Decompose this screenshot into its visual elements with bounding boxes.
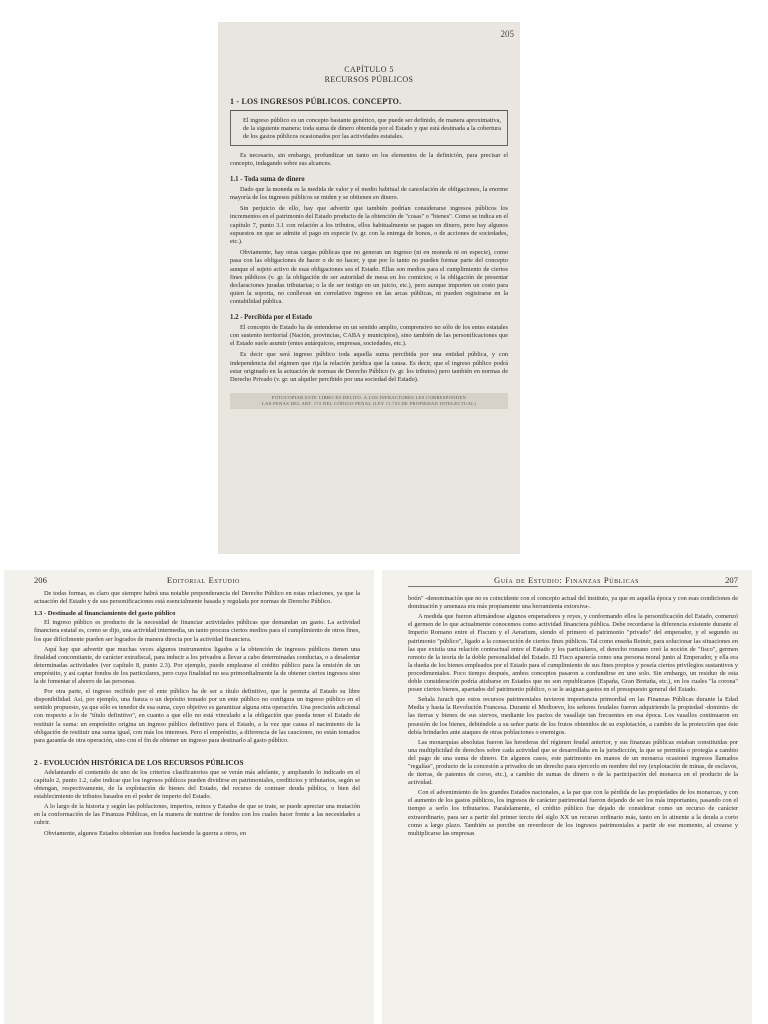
paragraph: De todas formas, es claro que siempre habrá una notable preponderancia del Derecho Público en estas relaciones, ya que la actuación del Estado y de sus personificaciones está esencialmente basada y regulada por normas de Derecho Público.	[34, 590, 360, 606]
intro-paragraph: Es necesario, sin embargo, profundizar un tanto en los elementos de la definición, para precisar el concepto, indagando sobre sus alcances.	[230, 152, 508, 168]
paragraph: Las monarquías absolutas fueron las herederas del régimen feudal anterior, y sus finanzas públicas estaban constituidas por una multiplicidad de derechos sobre cada actividad que se desarrollaba en la jurisdicción, la que se permitía o protegía a cambio del pago de una suma de dinero. En algunos casos, este patrimonio en manos de un monarca ocasionó ingresos llamados "regalías", producto de la concesión a privados de un derecho para ejercerlo en nombre del rey (explotación de minas, de esclavos, de tierras, de patentes de corso, etc.), a cambio de sumas de dinero o de la participación del monarca en el producto de la actividad.	[408, 738, 738, 787]
subsection-heading: 1.2 - Percibida por el Estado	[230, 313, 313, 321]
page-number: 207	[725, 575, 738, 585]
paragraph: Señala Jarach que estos recursos patrimoniales tuvieron importancia primordial en las Finanzas Públicas durante la Edad Media y hasta la Revolución Francesa. Durante el Medioevo, los señores feudales fueron adquiriendo la propiedad -dominio- de las tierras y bienes de sus siervos, mediante los pactos de vasallaje tan frecuentes en esa época. Los vasallos continuaron en posesión de los bienes, debiéndole a su señor parte de los frutos obtenidos de su explotación, a cambio de la protección que éste debía brindarles ante ataques de otras poblaciones o enemigos.	[408, 696, 738, 736]
paragraph: Es decir que será ingreso público toda aquella suma percibida por una entidad pública, y con independencia del régimen que rija la relación jurídica que la causa. Es decir, que el ingreso público podrá estar originado en la actuación de normas de Derecho Público (v. gr. los tributos) pero también en normas de Derecho Privado (v. gr. un alquiler percibido por una sociedad del Estado).	[230, 351, 508, 384]
paragraph: Aquí hay que advertir que muchas veces algunos instrumentos ligados a la obtención de ingresos públicos tienen una finalidad concomitante, de carácter extrafiscal, para inducir a los privados a llevar a cabo determinadas conductas, o a desalentar determinadas actividades (ver capítulo 8, punto 2.3). Por ejemplo, puede emplearse el crédito público para la emisión de un empréstito, y así captar fondos de los particulares, pero cuya finalidad no sea primordialmente la de obtener ciertos ingresos sino la de fomentar el ahorro de las personas.	[34, 645, 360, 686]
section-heading: 1 - LOS INGRESOS PÚBLICOS. CONCEPTO.	[230, 97, 402, 107]
copyright-line: LAS PENAS DEL ART. 172 DEL CÓDIGO PENAL (LEY 11.723 DE PROPIEDAD INTELECTUAL)	[261, 401, 477, 407]
paragraph: Sin perjuicio de ello, hay que advertir que también podrían considerarse ingresos públicos los incrementos en el patrimonio del Estado producto de la obtención de "cosas" o "bienes". Como se indica en el capítulo 7, punto 3.1 con relación a los tributos, ellos habitualmente se pagan en dinero, pero hay algunos supuestos en que se admite el pago en especie (v. gr. con la entrega de bonos, o de acciones de sociedades, etc.).	[230, 205, 508, 246]
copyright-line: FOTOCOPIAR ESTE LIBRO ES DELITO. A LOS INFRACTORES LES CORRESPONDEN	[271, 395, 467, 401]
paragraph: Por otra parte, el ingreso recibido por el ente público ha de ser a título definitivo, que le permita al Estado su libre disponibilidad. Así, por ejemplo, una fianza o un depósito tomado por un ente público no configura un ingreso público en el sentido propuesto, ya que sólo es tenedor de esa suma, cuyo objetivo es garantizar alguna otra operación. Una precisión adicional con respecto a lo de "título definitivo", en cuanto a que ello no está vinculado a la obligación que pueda tener el Estado de restituir la suma: un empréstito origina un ingreso público definitivo para el Estado, a la vez que causa el nacimiento de la obligación de restituir una suma igual, con más los intereses. Pero el empréstito, a diferencia de las cauciones, no están tomados para garantía de otra operación, sino con el fin de obtener un ingreso para destinarlo al gasto público.	[34, 688, 360, 744]
running-title: Guía de Estudio: Finanzas Públicas	[494, 575, 640, 585]
paragraph: Obviamente, hay otras cargas públicas que no generan un ingreso (ni en moneda ni en especie), como pasa con las obligaciones de hacer o de no hacer, y que por lo tanto no pueden formar parte del concepto aunque el sujeto activo de esas obligaciones sea el Estado. Ellas son medios para el cumplimiento de ciertos fines públicos (v. gr. la obligación de ser autoridad de mesa en los comicios; o la obligación de presentar declaraciones juradas tributarias; o la de ser testigo en un juicio, etc.), pero aunque importen un costo para quien la soporta, no conllevan un correlativo ingreso en las arcas públicas, ni pueden registrarse en la contabilidad pública.	[230, 249, 508, 306]
paragraph: Adelantando el contenido de uno de los criterios clasificatorios que se verán más adelante, y ampliando lo indicado en el capítulo 2, punto 1.2, cabe indicar que los ingresos públicos pueden dividirse en patrimoniales, crediticios y tributarios, según se obtengan, respectivamente, de la explotación de bienes del Estado, del recurso de contraer deuda pública, o bien del establecimiento de tributos basados en el poder de imperio del Estado.	[34, 768, 360, 801]
running-header	[34, 576, 360, 584]
paragraph: A medida que fueron afirmándose algunos emperadores y reyes, y conformando ellos la personificación del Estado, comenzó el germen de lo que actualmente conocemos como actividad financiera pública. Debe recordarse la diferencia existente durante el Imperio Romano entre el Fiscum y el Aerarium, siendo el primero el patrimonio "privado" del emperador, y el segundo su patrimonio "público", ligado a la consecución de ciertos fines públicos. Tal como enseña Reinér, para solucionar las situaciones en las que existía una relación contractual entre el Estado y los particulares, el derecho romano creó la noción de "fisco", germen remoto de la teoría de la doble personalidad del Estado. El Fisco aparecía como una persona moral junto al Emperador, y ella era la dueña de los bienes empleados por el Estado para el cumplimiento de sus fines propios y poseía ciertos privilegios sustantivos y procedimentales. Poco tiempo después, ambos conceptos pasaron a confundirse en uno solo. Sin embargo, un residuo de esta doble consideración podría atisbarse en Estados que no son republicanos (España, Gran Bretaña, etc.), en los cuales "la corona" posee ciertos bienes, apartados del patrimonio público, o se le asignan gastos en el presupuesto general del Estado.	[408, 613, 738, 694]
paragraph: Con el advenimiento de los grandes Estados nacionales, a la par que con la pérdida de las propiedades de los monarcas, y con el aumento de los gastos públicos, los ingresos de carácter patrimonial fueron dejando de ser los más importantes, pasando con el tiempo a serlo los tributarios. Paralelamente, el crédito público fue dejado de considerar como un recurso de carácter extraordinario, para ser a partir del primer tercio del siglo XX un recurso ordinario más, tanto en lo atinente a la deuda a corto como a largo plazo. También se percibe un reverdecer de los ingresos patrimoniales a partir de ese momento, al crearse y multiplicarse las empresas	[408, 789, 738, 837]
page-number: 205	[500, 29, 514, 39]
chapter-number: CAPÍTULO 5	[344, 65, 394, 74]
page-206	[4, 570, 374, 1024]
running-header	[408, 576, 738, 584]
definition-box: El ingreso público es un concepto bastante genérico, que puede ser definido, de manera aproximativa, de la siguiente manera: toda suma de dinero obtenida por el Estado y que está destinada a la cobertura de los gastos públicos ocasionados por las actividades estatales.	[230, 111, 508, 147]
running-title: Editorial Estudio	[166, 575, 240, 585]
subsection-heading: 1.3 - Destinado al financiamiento del gasto público	[34, 610, 176, 618]
copyright-notice	[230, 393, 508, 409]
paragraph: El ingreso público es producto de la necesidad de financiar actividades públicas que demandan un gasto. La actividad financiera estatal es, como se dijo, una actividad intermedia, un tanto procura ciertos medios para el cumplimiento de otros fines, los que difícilmente pueden ser logrados de manera directa por la actividad financiera.	[34, 619, 360, 643]
paragraph: El concepto de Estado ha de entenderse en un sentido amplio, comprensivo no sólo de los entes estatales con sustento territorial (Nación, provincias, CABA y municipios), sino también de las personificaciones que el Estado suele asumir (entes autárquicos, empresas, sociedades, etc.).	[230, 323, 508, 348]
paragraph: Obviamente, algunos Estados obtenían sus fondos haciendo la guerra a otros, en	[44, 829, 246, 837]
paragraph: A lo largo de la historia y según las poblaciones, imperios, reinos y Estados de que se trate, se puede apreciar una mutación en la conformación de las Finanzas Públicas, en la manera de nutrirse de fondos con los cuales hacer frente a las necesidades a cubrir.	[34, 803, 360, 827]
page-205	[218, 22, 520, 554]
header-rule	[408, 586, 738, 587]
subsection-heading: 1.1 - Toda suma de dinero	[230, 175, 305, 183]
paragraph: botín" -denominación que no es coincidente con el concepto actual del instituto, ya que en aquella época y con esas condiciones de dominación y amenaza era más propiamente una herramienta extorsiva-.	[408, 595, 738, 611]
page-207	[382, 570, 752, 1024]
chapter-title: RECURSOS PÚBLICOS	[324, 75, 414, 85]
page-number: 206	[34, 575, 47, 585]
section-heading: 2 - EVOLUCIÓN HISTÓRICA DE LOS RECURSOS PÚBLICOS	[34, 757, 244, 767]
paragraph: Dado que la moneda es la medida de valor y el medio habitual de cancelación de obligaciones, la enorme mayoría de los ingresos públicos se miden y se obtienen en dinero.	[230, 185, 508, 202]
